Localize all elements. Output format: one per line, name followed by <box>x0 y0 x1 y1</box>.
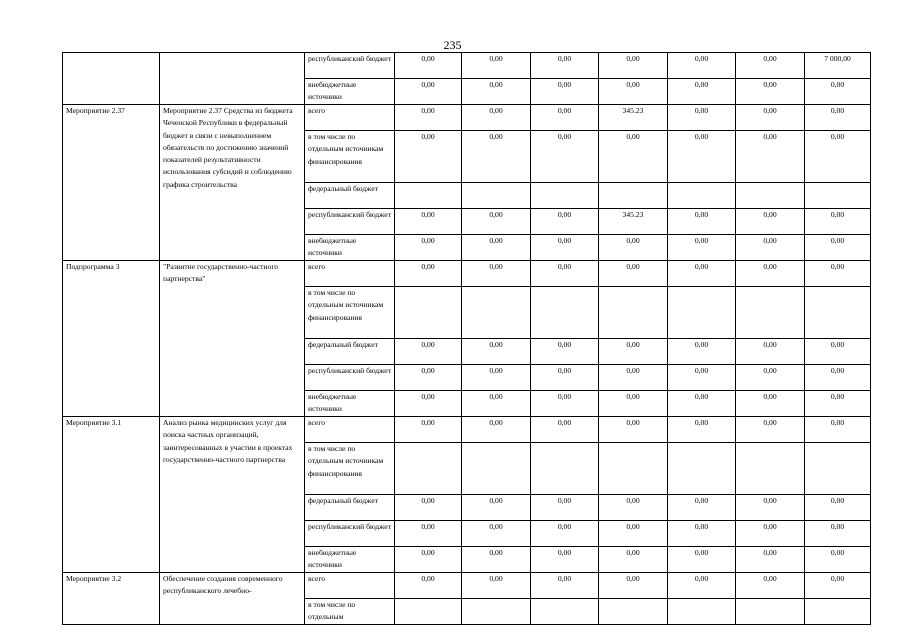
empty-cell <box>531 443 599 495</box>
empty-cell <box>668 287 736 339</box>
source-cell: в том числе по отдельным источникам финансирования <box>305 131 395 183</box>
source-cell: всего <box>305 417 395 443</box>
empty-cell <box>462 599 531 625</box>
value-cell: 0,00 <box>736 417 805 443</box>
table-row <box>63 417 871 443</box>
source-cell: внебюджетные источники <box>305 235 395 261</box>
value-cell: 0,00 <box>805 105 871 131</box>
value-cell: 0,00 <box>736 53 805 79</box>
name-cell: Мероприятие 2.37 Средства из бюджета Чеченской Республики в федеральный бюджет в связи с невыполнением обязательств по достижению значений показателей результативности использования субсидий и соблюдению графика строительства <box>160 105 305 261</box>
value-cell: 0,00 <box>599 339 668 365</box>
value-cell: 0,00 <box>531 339 599 365</box>
source-cell: республиканский бюджет <box>305 365 395 391</box>
value-cell: 0,00 <box>805 131 871 183</box>
value-cell: 0,00 <box>462 573 531 599</box>
value-cell: 0,00 <box>395 131 462 183</box>
empty-cell <box>531 183 599 209</box>
source-cell: республиканский бюджет <box>305 521 395 547</box>
value-cell: 0,00 <box>668 495 736 521</box>
value-cell: 7 000,00 <box>805 53 871 79</box>
value-cell: 0,00 <box>599 365 668 391</box>
source-cell: внебюджетные источники <box>305 547 395 573</box>
source-cell: внебюджетные источники <box>305 391 395 417</box>
value-cell: 0,00 <box>395 235 462 261</box>
source-cell: федеральный бюджет <box>305 495 395 521</box>
value-cell: 0,00 <box>805 79 871 105</box>
source-cell: всего <box>305 573 395 599</box>
value-cell: 0,00 <box>736 105 805 131</box>
value-cell: 0,00 <box>531 547 599 573</box>
source-cell: республиканский бюджет <box>305 53 395 79</box>
value-cell: 0,00 <box>462 547 531 573</box>
value-cell: 0,00 <box>395 521 462 547</box>
value-cell: 0,00 <box>736 391 805 417</box>
value-cell: 0,00 <box>736 79 805 105</box>
empty-cell <box>395 443 462 495</box>
value-cell: 0,00 <box>531 261 599 287</box>
value-cell: 0,00 <box>531 79 599 105</box>
value-cell: 0,00 <box>805 573 871 599</box>
empty-cell <box>599 287 668 339</box>
source-cell: в том числе по отдельным источникам финансирования <box>305 287 395 339</box>
value-cell: 0,00 <box>462 131 531 183</box>
value-cell: 0,00 <box>531 235 599 261</box>
value-cell: 0,00 <box>462 235 531 261</box>
empty-cell <box>805 183 871 209</box>
source-cell: всего <box>305 261 395 287</box>
value-cell: 0,00 <box>668 131 736 183</box>
empty-cell <box>395 599 462 625</box>
value-cell: 0,00 <box>462 53 531 79</box>
source-cell: всего <box>305 105 395 131</box>
value-cell: 0,00 <box>599 573 668 599</box>
value-cell: 0,00 <box>805 391 871 417</box>
value-cell: 0,00 <box>531 209 599 235</box>
value-cell: 0,00 <box>531 105 599 131</box>
code-cell: Мероприятие 3.2 <box>63 573 160 625</box>
value-cell: 0,00 <box>805 547 871 573</box>
value-cell: 0,00 <box>805 495 871 521</box>
financing-table <box>62 52 871 625</box>
value-cell: 0,00 <box>736 573 805 599</box>
value-cell: 0,00 <box>668 105 736 131</box>
code-cell <box>63 53 160 105</box>
empty-cell <box>736 287 805 339</box>
name-cell: Анализ рынка медицинских услуг для поиска частных организаций, заинтересованных в участии в проектах государственно-частного партнерства <box>160 417 305 573</box>
code-cell: Мероприятие 2.37 <box>63 105 160 261</box>
value-cell: 0,00 <box>395 105 462 131</box>
source-cell: республиканский бюджет <box>305 209 395 235</box>
value-cell: 0,00 <box>531 573 599 599</box>
source-cell: внебюджетные источники <box>305 79 395 105</box>
value-cell: 0,00 <box>599 235 668 261</box>
value-cell: 0,00 <box>462 79 531 105</box>
value-cell: 0,00 <box>395 209 462 235</box>
value-cell: 0,00 <box>462 339 531 365</box>
empty-cell <box>736 183 805 209</box>
code-cell: Подпрограмма 3 <box>63 261 160 417</box>
value-cell: 0,00 <box>531 365 599 391</box>
source-cell: в том числе по отдельным источникам финансирования <box>305 443 395 495</box>
value-cell: 0,00 <box>805 261 871 287</box>
value-cell: 0,00 <box>599 261 668 287</box>
empty-cell <box>531 599 599 625</box>
value-cell: 0,00 <box>668 261 736 287</box>
value-cell: 0,00 <box>395 573 462 599</box>
source-cell: федеральный бюджет <box>305 339 395 365</box>
value-cell: 0,00 <box>462 261 531 287</box>
value-cell: 0,00 <box>805 521 871 547</box>
value-cell: 0,00 <box>599 417 668 443</box>
value-cell: 0,00 <box>462 391 531 417</box>
value-cell: 0,00 <box>668 209 736 235</box>
empty-cell <box>805 443 871 495</box>
value-cell: 345.23 <box>599 105 668 131</box>
value-cell: 0,00 <box>805 339 871 365</box>
value-cell: 0,00 <box>599 131 668 183</box>
value-cell: 0,00 <box>462 105 531 131</box>
value-cell: 0,00 <box>668 79 736 105</box>
value-cell: 0,00 <box>805 365 871 391</box>
empty-cell <box>668 599 736 625</box>
page-number: 235 <box>443 38 462 52</box>
empty-cell <box>805 599 871 625</box>
empty-cell <box>805 287 871 339</box>
value-cell: 0,00 <box>531 495 599 521</box>
table-row <box>63 53 871 79</box>
value-cell: 0,00 <box>462 495 531 521</box>
value-cell: 0,00 <box>805 235 871 261</box>
empty-cell <box>599 443 668 495</box>
empty-cell <box>531 287 599 339</box>
value-cell: 0,00 <box>736 495 805 521</box>
table-row <box>63 105 871 131</box>
value-cell: 0,00 <box>599 521 668 547</box>
value-cell: 0,00 <box>736 521 805 547</box>
value-cell: 0,00 <box>531 53 599 79</box>
empty-cell <box>736 443 805 495</box>
value-cell: 0,00 <box>395 53 462 79</box>
value-cell: 0,00 <box>668 573 736 599</box>
empty-cell <box>462 183 531 209</box>
value-cell: 0,00 <box>668 53 736 79</box>
value-cell: 0,00 <box>395 547 462 573</box>
empty-cell <box>736 599 805 625</box>
value-cell: 0,00 <box>462 209 531 235</box>
source-cell: в том числе по отдельным <box>305 599 395 625</box>
value-cell: 0,00 <box>668 391 736 417</box>
table-row <box>63 261 871 287</box>
empty-cell <box>395 183 462 209</box>
value-cell: 0,00 <box>736 365 805 391</box>
value-cell: 0,00 <box>736 547 805 573</box>
empty-cell <box>668 183 736 209</box>
value-cell: 0,00 <box>395 79 462 105</box>
value-cell: 0,00 <box>668 365 736 391</box>
value-cell: 0,00 <box>462 521 531 547</box>
value-cell: 0,00 <box>736 339 805 365</box>
name-cell <box>160 53 305 105</box>
source-cell: федеральный бюджет <box>305 183 395 209</box>
value-cell: 0,00 <box>531 391 599 417</box>
value-cell: 0,00 <box>599 391 668 417</box>
value-cell: 0,00 <box>599 53 668 79</box>
empty-cell <box>462 443 531 495</box>
value-cell: 0,00 <box>531 521 599 547</box>
name-cell: "Развитие государственно-частного партнерства" <box>160 261 305 417</box>
value-cell: 0,00 <box>531 417 599 443</box>
value-cell: 0,00 <box>395 365 462 391</box>
value-cell: 0,00 <box>668 521 736 547</box>
value-cell: 0,00 <box>736 209 805 235</box>
value-cell: 0,00 <box>395 339 462 365</box>
empty-cell <box>395 287 462 339</box>
empty-cell <box>668 443 736 495</box>
value-cell: 0,00 <box>395 495 462 521</box>
value-cell: 0,00 <box>599 79 668 105</box>
value-cell: 0,00 <box>668 547 736 573</box>
value-cell: 0,00 <box>668 235 736 261</box>
value-cell: 0,00 <box>395 261 462 287</box>
value-cell: 0,00 <box>395 391 462 417</box>
value-cell: 0,00 <box>805 417 871 443</box>
code-cell: Мероприятие 3.1 <box>63 417 160 573</box>
value-cell: 0,00 <box>668 339 736 365</box>
empty-cell <box>599 183 668 209</box>
value-cell: 0,00 <box>736 131 805 183</box>
empty-cell <box>599 599 668 625</box>
table-row <box>63 573 871 599</box>
value-cell: 0,00 <box>395 417 462 443</box>
value-cell: 0,00 <box>736 261 805 287</box>
value-cell: 0,00 <box>599 495 668 521</box>
name-cell: Обеспечение создания современного республиканского лечебно- <box>160 573 305 625</box>
value-cell: 0,00 <box>462 417 531 443</box>
value-cell: 0,00 <box>462 365 531 391</box>
empty-cell <box>462 287 531 339</box>
value-cell: 0,00 <box>805 209 871 235</box>
value-cell: 0,00 <box>531 131 599 183</box>
value-cell: 345.23 <box>599 209 668 235</box>
value-cell: 0,00 <box>736 235 805 261</box>
value-cell: 0,00 <box>668 417 736 443</box>
value-cell: 0,00 <box>599 547 668 573</box>
